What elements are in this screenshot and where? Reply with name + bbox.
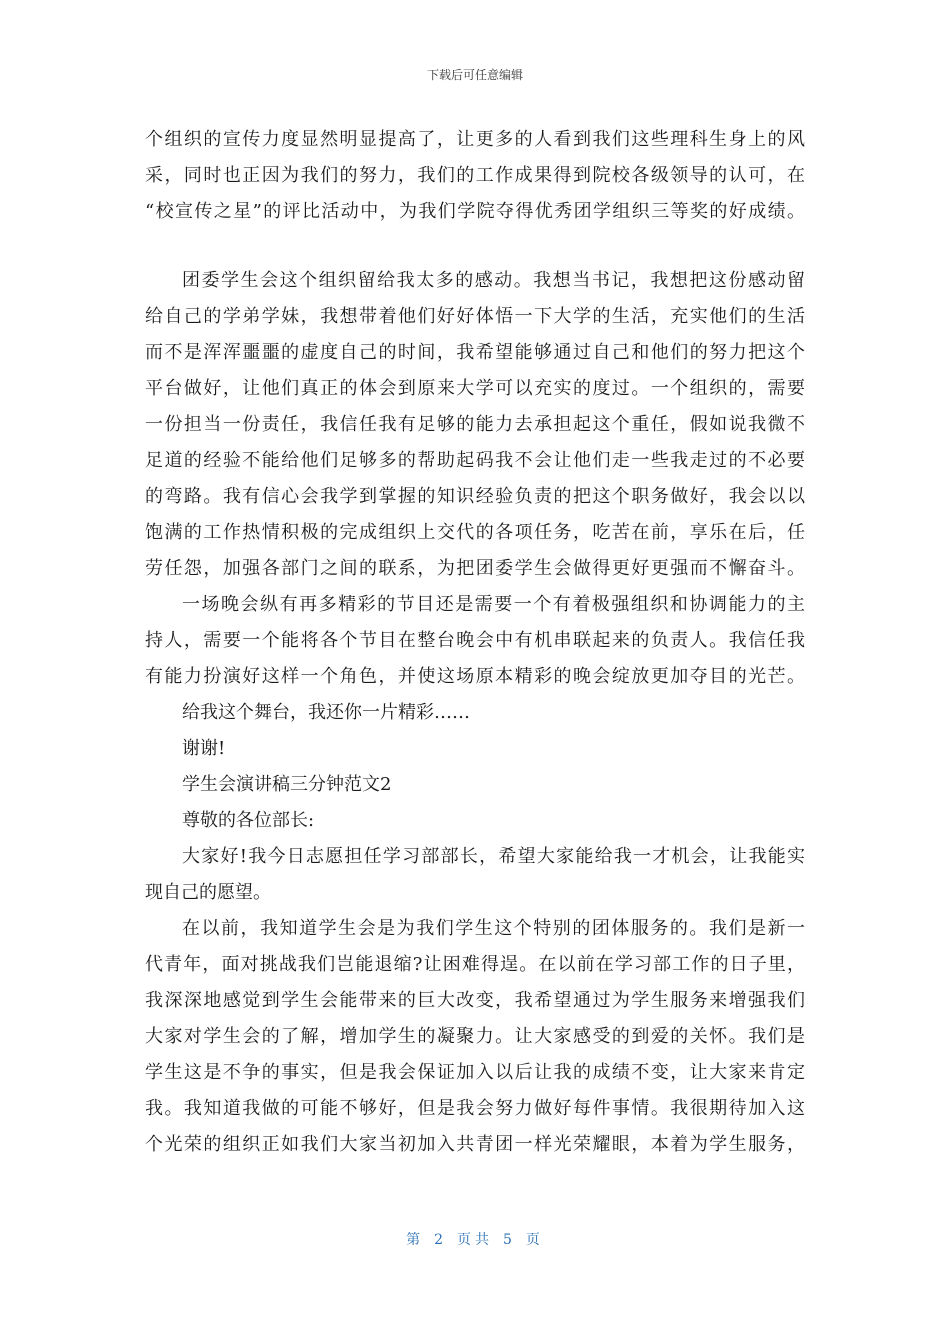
text-line: 大家好!我今日志愿担任学习部部长，希望大家能给我一才机会，让我能实 bbox=[182, 846, 805, 867]
paragraph bbox=[145, 263, 805, 587]
page-header: 下载后可任意编辑 bbox=[426, 68, 523, 82]
paragraph bbox=[145, 731, 805, 767]
paragraph-gap bbox=[145, 230, 805, 263]
page-total: 5 bbox=[503, 1232, 516, 1248]
text-line: 劳任怨，加强各部门之间的联系，为把团委学生会做得更好更强而不懈奋斗。 bbox=[145, 558, 805, 579]
paragraph bbox=[145, 911, 805, 1163]
footer-prefix: 第 bbox=[406, 1232, 425, 1248]
paragraph bbox=[145, 587, 805, 695]
text-line: 一场晚会纵有再多精彩的节目还是需要一个有着极强组织和协调能力的主 bbox=[182, 594, 805, 615]
text-line: 而不是浑浑噩噩的虚度自己的时间，我希望能够通过自己和他们的努力把这个 bbox=[145, 342, 805, 363]
salutation bbox=[145, 803, 805, 839]
text-line: 饱满的工作热情积极的完成组织上交代的各项任务，吃苦在前，享乐在后，任 bbox=[145, 522, 805, 543]
text-line: 采，同时也正因为我们的努力，我们的工作成果得到院校各级领导的认可，在 bbox=[145, 165, 805, 186]
text-line: 足道的经验不能给他们足够多的帮助起码我不会让他们走一些我走过的不必要 bbox=[145, 450, 805, 471]
footer-suffix: 页 bbox=[525, 1232, 544, 1248]
text-line: 给自己的学弟学妹，我想带着他们好好体悟一下大学的生活，充实他们的生活 bbox=[145, 306, 805, 327]
text-line: 我。我知道我做的可能不够好，但是我会努力做好每件事情。我很期待加入这 bbox=[145, 1098, 805, 1119]
text-line: 个光荣的组织正如我们大家当初加入共青团一样光荣耀眼，本着为学生服务， bbox=[145, 1134, 805, 1155]
text-line: 一份担当一份责任，我信任我有足够的能力去承担起这个重任，假如说我微不 bbox=[145, 414, 805, 435]
text-line: 平台做好，让他们真正的体会到原来大学可以充实的度过。一个组织的，需要 bbox=[145, 378, 805, 399]
footer-middle: 页共 bbox=[457, 1232, 493, 1248]
text-line: 学生会演讲稿三分钟范文2 bbox=[182, 774, 392, 795]
text-line: “校宣传之星”的评比活动中，为我们学院夺得优秀团学组织三等奖的好成绩。 bbox=[145, 201, 805, 222]
paragraph bbox=[145, 839, 805, 911]
text-line: 的弯路。我有信心会我学到掌握的知识经验负责的把这个职务做好，我会以以 bbox=[145, 486, 805, 507]
section-title bbox=[145, 767, 805, 803]
text-line: 有能力扮演好这样一个角色，并使这场原本精彩的晚会绽放更加夺目的光芒。 bbox=[145, 666, 805, 687]
paragraph bbox=[145, 122, 805, 230]
document-body bbox=[145, 122, 805, 1163]
text-line: 团委学生会这个组织留给我太多的感动。我想当书记，我想把这份感动留 bbox=[182, 270, 805, 291]
text-line: 持人，需要一个能将各个节目在整台晚会中有机串联起来的负责人。我信任我 bbox=[145, 630, 805, 651]
page-footer bbox=[0, 1229, 950, 1249]
page-number: 2 bbox=[434, 1232, 447, 1248]
text-line: 个组织的宣传力度显然明显提高了，让更多的人看到我们这些理科生身上的风 bbox=[145, 129, 805, 150]
text-line: 给我这个舞台，我还你一片精彩…… bbox=[182, 702, 470, 723]
text-line: 在以前，我知道学生会是为我们学生这个特别的团体服务的。我们是新一 bbox=[182, 918, 805, 939]
text-line: 谢谢! bbox=[182, 738, 226, 759]
text-line: 大家对学生会的了解，增加学生的凝聚力。让大家感受的到爱的关怀。我们是 bbox=[145, 1026, 805, 1047]
text-line: 学生这是不争的事实，但是我会保证加入以后让我的成绩不变，让大家来肯定 bbox=[145, 1062, 805, 1083]
text-line: 代青年，面对挑战我们岂能退缩?让困难得逞。在以前在学习部工作的日子里， bbox=[145, 954, 805, 975]
text-line: 现自己的愿望。 bbox=[145, 882, 271, 903]
paragraph bbox=[145, 695, 805, 731]
text-line: 我深深地感觉到学生会能带来的巨大改变，我希望通过为学生服务来增强我们 bbox=[145, 990, 805, 1011]
text-line: 尊敬的各位部长: bbox=[182, 810, 315, 831]
